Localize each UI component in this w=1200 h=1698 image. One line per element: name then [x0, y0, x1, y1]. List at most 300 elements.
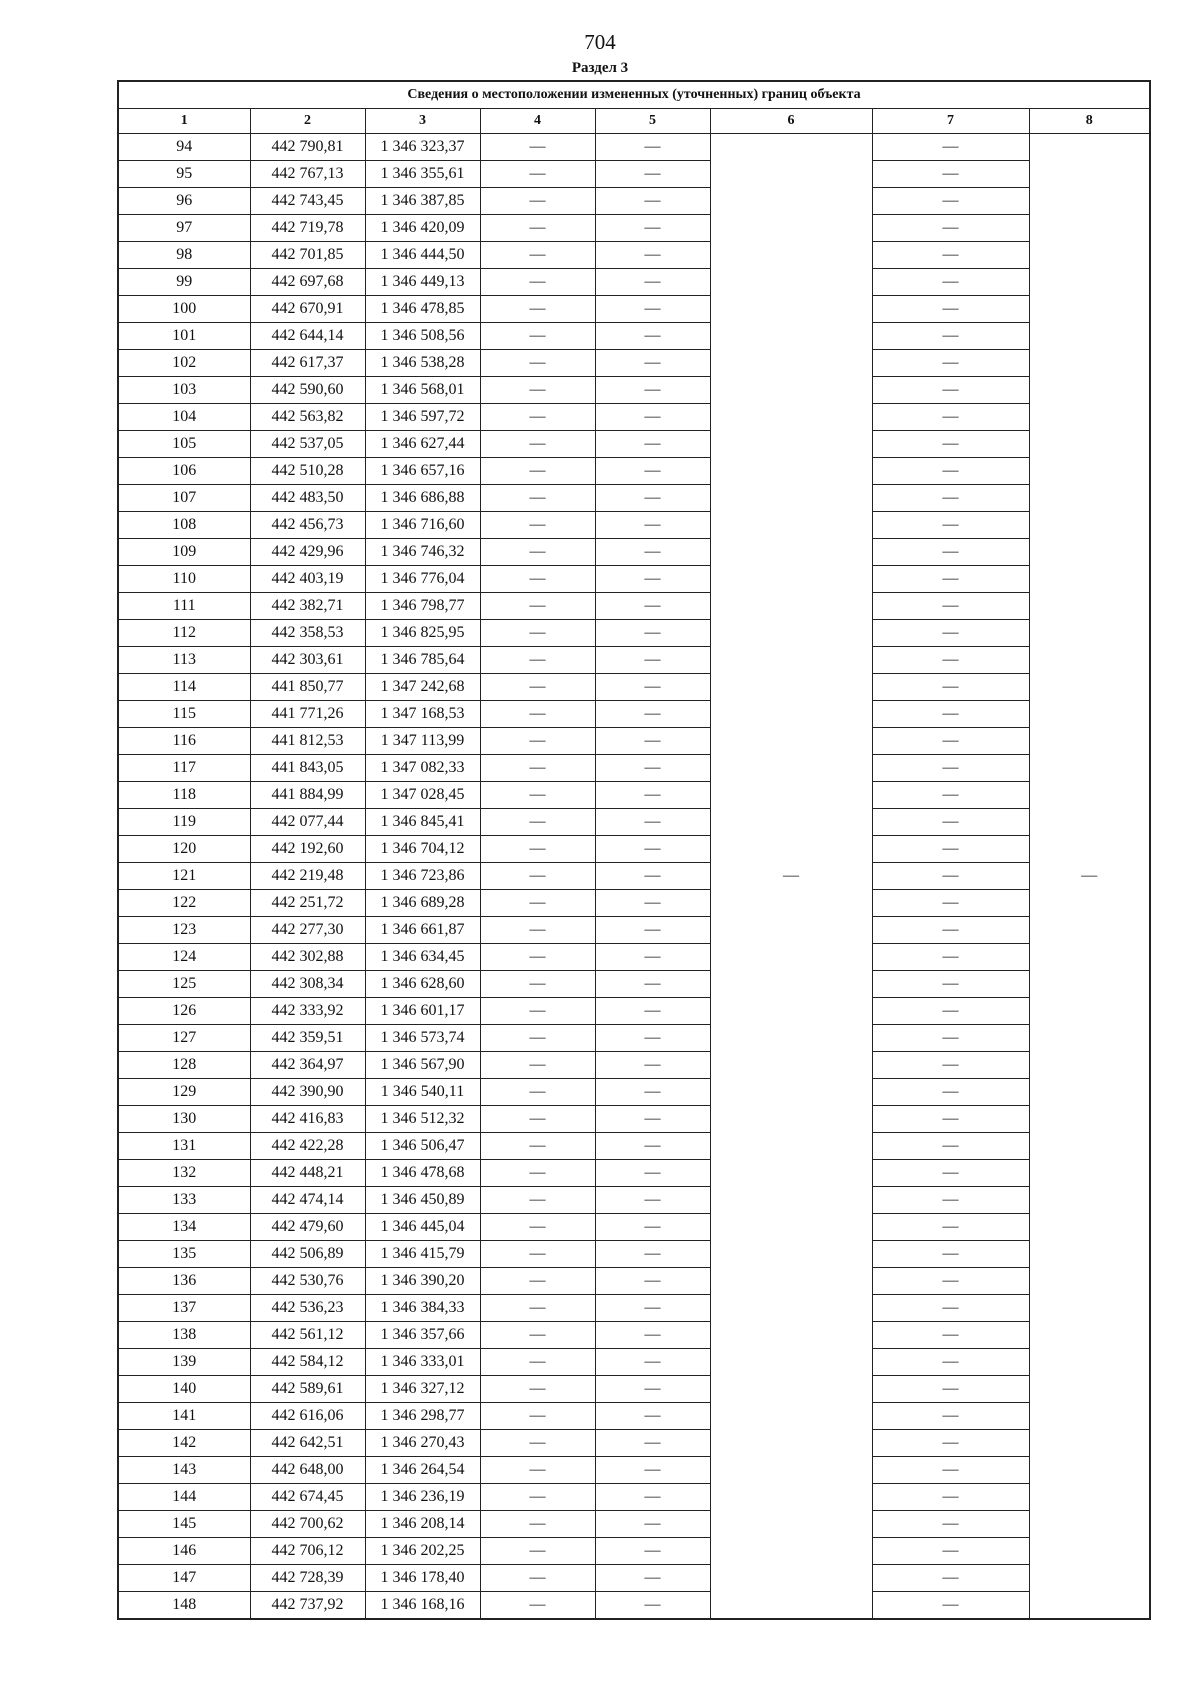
y-coordinate-cell: 1 346 597,72	[365, 404, 480, 431]
point-number-cell: 99	[118, 269, 250, 296]
point-number-cell: 94	[118, 134, 250, 161]
dash-cell: —	[595, 566, 710, 593]
table-row	[118, 1484, 1150, 1511]
dash-cell: —	[872, 1079, 1029, 1106]
table-row	[118, 728, 1150, 755]
dash-cell: —	[480, 377, 595, 404]
x-coordinate-cell: 441 812,53	[250, 728, 365, 755]
y-coordinate-cell: 1 346 508,56	[365, 323, 480, 350]
table-row	[118, 512, 1150, 539]
table-row	[118, 809, 1150, 836]
dash-cell: —	[872, 377, 1029, 404]
dash-cell: —	[480, 944, 595, 971]
dash-cell: —	[595, 1430, 710, 1457]
table-row	[118, 539, 1150, 566]
y-coordinate-cell: 1 346 357,66	[365, 1322, 480, 1349]
y-coordinate-cell: 1 346 420,09	[365, 215, 480, 242]
x-coordinate-cell: 442 422,28	[250, 1133, 365, 1160]
point-number-cell: 97	[118, 215, 250, 242]
dash-cell: —	[872, 296, 1029, 323]
x-coordinate-cell: 442 192,60	[250, 836, 365, 863]
x-coordinate-cell: 442 302,88	[250, 944, 365, 971]
x-coordinate-cell: 442 670,91	[250, 296, 365, 323]
dash-cell: —	[595, 836, 710, 863]
y-coordinate-cell: 1 347 113,99	[365, 728, 480, 755]
dash-cell: —	[480, 836, 595, 863]
point-number-cell: 123	[118, 917, 250, 944]
dash-cell: —	[595, 350, 710, 377]
dash-cell: —	[872, 1349, 1029, 1376]
dash-cell: —	[480, 1133, 595, 1160]
x-coordinate-cell: 442 563,82	[250, 404, 365, 431]
y-coordinate-cell: 1 346 415,79	[365, 1241, 480, 1268]
dash-cell: —	[480, 1403, 595, 1430]
point-number-cell: 137	[118, 1295, 250, 1322]
point-number-cell: 120	[118, 836, 250, 863]
point-number-cell: 148	[118, 1592, 250, 1620]
point-number-cell: 133	[118, 1187, 250, 1214]
point-number-cell: 135	[118, 1241, 250, 1268]
y-coordinate-cell: 1 346 384,33	[365, 1295, 480, 1322]
dash-cell: —	[595, 161, 710, 188]
table-row	[118, 242, 1150, 269]
table-row	[118, 404, 1150, 431]
coordinates-table	[117, 80, 1151, 1620]
dash-cell: —	[872, 242, 1029, 269]
table-row	[118, 431, 1150, 458]
dash-cell: —	[872, 674, 1029, 701]
point-number-cell: 126	[118, 998, 250, 1025]
y-coordinate-cell: 1 346 445,04	[365, 1214, 480, 1241]
dash-cell: —	[480, 1484, 595, 1511]
table-row	[118, 890, 1150, 917]
dash-cell: —	[872, 431, 1029, 458]
column-number-4: 4	[480, 109, 595, 134]
point-number-cell: 98	[118, 242, 250, 269]
dash-cell: —	[480, 242, 595, 269]
point-number-cell: 121	[118, 863, 250, 890]
dash-cell: —	[872, 1133, 1029, 1160]
dash-cell: —	[480, 1079, 595, 1106]
dash-cell: —	[872, 323, 1029, 350]
dash-cell: —	[480, 161, 595, 188]
dash-cell: —	[595, 404, 710, 431]
dash-cell: —	[872, 350, 1029, 377]
dash-cell: —	[872, 1187, 1029, 1214]
dash-cell: —	[872, 161, 1029, 188]
point-number-cell: 139	[118, 1349, 250, 1376]
x-coordinate-cell: 442 358,53	[250, 620, 365, 647]
table-row	[118, 1079, 1150, 1106]
dash-cell: —	[595, 782, 710, 809]
x-coordinate-cell: 441 884,99	[250, 782, 365, 809]
x-coordinate-cell: 442 743,45	[250, 188, 365, 215]
y-coordinate-cell: 1 346 478,85	[365, 296, 480, 323]
dash-cell: —	[872, 1376, 1029, 1403]
dash-cell: —	[595, 539, 710, 566]
x-coordinate-cell: 442 251,72	[250, 890, 365, 917]
table-row	[118, 485, 1150, 512]
x-coordinate-cell: 442 697,68	[250, 269, 365, 296]
dash-cell: —	[872, 620, 1029, 647]
x-coordinate-cell: 442 644,14	[250, 323, 365, 350]
y-coordinate-cell: 1 346 449,13	[365, 269, 480, 296]
table-row	[118, 1214, 1150, 1241]
x-coordinate-cell: 442 617,37	[250, 350, 365, 377]
dash-cell: —	[595, 1349, 710, 1376]
table-row	[118, 296, 1150, 323]
column-6-dash: —	[783, 867, 799, 884]
dash-cell: —	[872, 647, 1029, 674]
y-coordinate-cell: 1 346 634,45	[365, 944, 480, 971]
dash-cell: —	[872, 1484, 1029, 1511]
dash-cell: —	[480, 1430, 595, 1457]
dash-cell: —	[595, 485, 710, 512]
dash-cell: —	[595, 1241, 710, 1268]
dash-cell: —	[872, 539, 1029, 566]
y-coordinate-cell: 1 346 661,87	[365, 917, 480, 944]
table-caption: Сведения о местоположении измененных (уточненных) границ объекта	[118, 81, 1150, 109]
point-number-cell: 105	[118, 431, 250, 458]
point-number-cell: 140	[118, 1376, 250, 1403]
point-number-cell: 102	[118, 350, 250, 377]
x-coordinate-cell: 442 590,60	[250, 377, 365, 404]
y-coordinate-cell: 1 346 825,95	[365, 620, 480, 647]
dash-cell: —	[595, 512, 710, 539]
dash-cell: —	[595, 1376, 710, 1403]
table-row	[118, 1457, 1150, 1484]
y-coordinate-cell: 1 347 028,45	[365, 782, 480, 809]
y-coordinate-cell: 1 346 178,40	[365, 1565, 480, 1592]
dash-cell: —	[480, 890, 595, 917]
dash-cell: —	[595, 1403, 710, 1430]
dash-cell: —	[872, 485, 1029, 512]
table-row	[118, 1322, 1150, 1349]
y-coordinate-cell: 1 346 298,77	[365, 1403, 480, 1430]
x-coordinate-cell: 442 429,96	[250, 539, 365, 566]
point-number-cell: 141	[118, 1403, 250, 1430]
column-number-2: 2	[250, 109, 365, 134]
dash-cell: —	[872, 836, 1029, 863]
x-coordinate-cell: 442 719,78	[250, 215, 365, 242]
dash-cell: —	[872, 215, 1029, 242]
y-coordinate-cell: 1 346 776,04	[365, 566, 480, 593]
dash-cell: —	[480, 404, 595, 431]
dash-cell: —	[480, 593, 595, 620]
y-coordinate-cell: 1 346 798,77	[365, 593, 480, 620]
x-coordinate-cell: 442 456,73	[250, 512, 365, 539]
dash-cell: —	[480, 1160, 595, 1187]
point-number-cell: 106	[118, 458, 250, 485]
column-number-5: 5	[595, 109, 710, 134]
x-coordinate-cell: 442 359,51	[250, 1025, 365, 1052]
y-coordinate-cell: 1 346 601,17	[365, 998, 480, 1025]
y-coordinate-cell: 1 346 540,11	[365, 1079, 480, 1106]
dash-cell: —	[595, 188, 710, 215]
dash-cell: —	[595, 620, 710, 647]
dash-cell: —	[595, 1052, 710, 1079]
dash-cell: —	[595, 1484, 710, 1511]
x-coordinate-cell: 442 448,21	[250, 1160, 365, 1187]
dash-cell: —	[480, 1025, 595, 1052]
dash-cell: —	[872, 1025, 1029, 1052]
x-coordinate-cell: 442 584,12	[250, 1349, 365, 1376]
y-coordinate-cell: 1 346 538,28	[365, 350, 480, 377]
table-row	[118, 836, 1150, 863]
x-coordinate-cell: 442 277,30	[250, 917, 365, 944]
dash-cell: —	[872, 458, 1029, 485]
x-coordinate-cell: 442 403,19	[250, 566, 365, 593]
dash-cell: —	[595, 1592, 710, 1620]
dash-cell: —	[872, 1430, 1029, 1457]
dash-cell: —	[872, 917, 1029, 944]
dash-cell: —	[595, 269, 710, 296]
dash-cell: —	[480, 1457, 595, 1484]
table-row	[118, 161, 1150, 188]
dash-cell: —	[872, 134, 1029, 161]
dash-cell: —	[872, 890, 1029, 917]
table-row	[118, 1160, 1150, 1187]
point-number-cell: 107	[118, 485, 250, 512]
dash-cell: —	[480, 1214, 595, 1241]
column-number-1: 1	[118, 109, 250, 134]
point-number-cell: 134	[118, 1214, 250, 1241]
dash-cell: —	[480, 1052, 595, 1079]
table-row	[118, 188, 1150, 215]
point-number-cell: 138	[118, 1322, 250, 1349]
dash-cell: —	[872, 269, 1029, 296]
table-row	[118, 971, 1150, 998]
point-number-cell: 117	[118, 755, 250, 782]
point-number-cell: 136	[118, 1268, 250, 1295]
dash-cell: —	[480, 971, 595, 998]
table-row	[118, 1052, 1150, 1079]
y-coordinate-cell: 1 346 355,61	[365, 161, 480, 188]
table-row	[118, 566, 1150, 593]
y-coordinate-cell: 1 346 785,64	[365, 647, 480, 674]
dash-cell: —	[595, 593, 710, 620]
table-row	[118, 674, 1150, 701]
dash-cell: —	[480, 1592, 595, 1620]
dash-cell: —	[480, 674, 595, 701]
dash-cell: —	[872, 1403, 1029, 1430]
dash-cell: —	[480, 755, 595, 782]
column-6-merged-cell	[710, 134, 872, 1620]
y-coordinate-cell: 1 346 327,12	[365, 1376, 480, 1403]
dash-cell: —	[480, 215, 595, 242]
table-row	[118, 1133, 1150, 1160]
column-8-merged-cell	[1029, 134, 1150, 1620]
dash-cell: —	[480, 1511, 595, 1538]
x-coordinate-cell: 442 077,44	[250, 809, 365, 836]
dash-cell: —	[872, 566, 1029, 593]
point-number-cell: 130	[118, 1106, 250, 1133]
dash-cell: —	[872, 728, 1029, 755]
dash-cell: —	[595, 998, 710, 1025]
column-number-8: 8	[1029, 109, 1150, 134]
x-coordinate-cell: 442 390,90	[250, 1079, 365, 1106]
x-coordinate-cell: 442 474,14	[250, 1187, 365, 1214]
table-row	[118, 1538, 1150, 1565]
x-coordinate-cell: 441 771,26	[250, 701, 365, 728]
table-row	[118, 1349, 1150, 1376]
x-coordinate-cell: 442 700,62	[250, 1511, 365, 1538]
table-row	[118, 1295, 1150, 1322]
dash-cell: —	[595, 1079, 710, 1106]
dash-cell: —	[872, 1457, 1029, 1484]
dash-cell: —	[480, 1295, 595, 1322]
dash-cell: —	[480, 863, 595, 890]
x-coordinate-cell: 441 843,05	[250, 755, 365, 782]
point-number-cell: 114	[118, 674, 250, 701]
x-coordinate-cell: 442 728,39	[250, 1565, 365, 1592]
table-row	[118, 620, 1150, 647]
dash-cell: —	[480, 134, 595, 161]
dash-cell: —	[595, 1511, 710, 1538]
point-number-cell: 103	[118, 377, 250, 404]
dash-cell: —	[480, 1241, 595, 1268]
y-coordinate-cell: 1 346 390,20	[365, 1268, 480, 1295]
section-title: Раздел 3	[571, 60, 629, 76]
table-row	[118, 1430, 1150, 1457]
y-coordinate-cell: 1 346 478,68	[365, 1160, 480, 1187]
dash-cell: —	[480, 782, 595, 809]
dash-cell: —	[872, 1214, 1029, 1241]
point-number-cell: 111	[118, 593, 250, 620]
dash-cell: —	[872, 1592, 1029, 1620]
column-number-3: 3	[365, 109, 480, 134]
y-coordinate-cell: 1 346 387,85	[365, 188, 480, 215]
dash-cell: —	[480, 1187, 595, 1214]
y-coordinate-cell: 1 346 628,60	[365, 971, 480, 998]
dash-cell: —	[595, 917, 710, 944]
y-coordinate-cell: 1 346 202,25	[365, 1538, 480, 1565]
dash-cell: —	[480, 998, 595, 1025]
y-coordinate-cell: 1 347 168,53	[365, 701, 480, 728]
dash-cell: —	[872, 1268, 1029, 1295]
point-number-cell: 125	[118, 971, 250, 998]
point-number-cell: 112	[118, 620, 250, 647]
dash-cell: —	[595, 701, 710, 728]
table-row	[118, 755, 1150, 782]
dash-cell: —	[872, 998, 1029, 1025]
x-coordinate-cell: 442 303,61	[250, 647, 365, 674]
y-coordinate-cell: 1 346 627,44	[365, 431, 480, 458]
x-coordinate-cell: 442 530,76	[250, 1268, 365, 1295]
column-number-7: 7	[872, 109, 1029, 134]
dash-cell: —	[595, 377, 710, 404]
dash-cell: —	[480, 1349, 595, 1376]
dash-cell: —	[480, 296, 595, 323]
x-coordinate-cell: 442 536,23	[250, 1295, 365, 1322]
table-row	[118, 1592, 1150, 1620]
dash-cell: —	[872, 512, 1029, 539]
x-coordinate-cell: 442 790,81	[250, 134, 365, 161]
x-coordinate-cell: 442 674,45	[250, 1484, 365, 1511]
point-number-cell: 108	[118, 512, 250, 539]
table-row	[118, 1565, 1150, 1592]
y-coordinate-cell: 1 346 323,37	[365, 134, 480, 161]
dash-cell: —	[480, 728, 595, 755]
point-number-cell: 122	[118, 890, 250, 917]
dash-cell: —	[480, 188, 595, 215]
table-row	[118, 1187, 1150, 1214]
dash-cell: —	[595, 971, 710, 998]
point-number-cell: 96	[118, 188, 250, 215]
point-number-cell: 127	[118, 1025, 250, 1052]
table-row	[118, 863, 1150, 890]
point-number-cell: 115	[118, 701, 250, 728]
table-row	[118, 134, 1150, 161]
y-coordinate-cell: 1 346 444,50	[365, 242, 480, 269]
dash-cell: —	[480, 1106, 595, 1133]
dash-cell: —	[480, 809, 595, 836]
table-row	[118, 782, 1150, 809]
x-coordinate-cell: 442 767,13	[250, 161, 365, 188]
dash-cell: —	[480, 566, 595, 593]
dash-cell: —	[480, 701, 595, 728]
dash-cell: —	[872, 1106, 1029, 1133]
point-number-cell: 113	[118, 647, 250, 674]
y-coordinate-cell: 1 346 746,32	[365, 539, 480, 566]
table-row	[118, 215, 1150, 242]
table-row	[118, 1403, 1150, 1430]
dash-cell: —	[480, 512, 595, 539]
point-number-cell: 145	[118, 1511, 250, 1538]
dash-cell: —	[595, 647, 710, 674]
dash-cell: —	[872, 1241, 1029, 1268]
point-number-cell: 109	[118, 539, 250, 566]
column-8-dash: —	[1081, 867, 1098, 884]
dash-cell: —	[480, 1322, 595, 1349]
x-coordinate-cell: 442 701,85	[250, 242, 365, 269]
x-coordinate-cell: 442 737,92	[250, 1592, 365, 1620]
y-coordinate-cell: 1 346 264,54	[365, 1457, 480, 1484]
y-coordinate-cell: 1 346 333,01	[365, 1349, 480, 1376]
x-coordinate-cell: 442 616,06	[250, 1403, 365, 1430]
dash-cell: —	[480, 1376, 595, 1403]
table-row	[118, 1511, 1150, 1538]
y-coordinate-cell: 1 347 082,33	[365, 755, 480, 782]
dash-cell: —	[480, 917, 595, 944]
table-row	[118, 323, 1150, 350]
point-number-cell: 116	[118, 728, 250, 755]
dash-cell: —	[595, 1565, 710, 1592]
x-coordinate-cell: 442 479,60	[250, 1214, 365, 1241]
dash-cell: —	[595, 809, 710, 836]
dash-cell: —	[872, 782, 1029, 809]
x-coordinate-cell: 442 483,50	[250, 485, 365, 512]
y-coordinate-cell: 1 347 242,68	[365, 674, 480, 701]
dash-cell: —	[480, 1268, 595, 1295]
point-number-cell: 100	[118, 296, 250, 323]
dash-cell: —	[595, 242, 710, 269]
x-coordinate-cell: 442 706,12	[250, 1538, 365, 1565]
point-number-cell: 129	[118, 1079, 250, 1106]
table-row	[118, 593, 1150, 620]
x-coordinate-cell: 441 850,77	[250, 674, 365, 701]
point-number-cell: 146	[118, 1538, 250, 1565]
dash-cell: —	[872, 1538, 1029, 1565]
dash-cell: —	[872, 593, 1029, 620]
table-row	[118, 1241, 1150, 1268]
dash-cell: —	[595, 431, 710, 458]
point-number-cell: 119	[118, 809, 250, 836]
table-row	[118, 1025, 1150, 1052]
table-row	[118, 1106, 1150, 1133]
y-coordinate-cell: 1 346 512,32	[365, 1106, 480, 1133]
dash-cell: —	[872, 1511, 1029, 1538]
